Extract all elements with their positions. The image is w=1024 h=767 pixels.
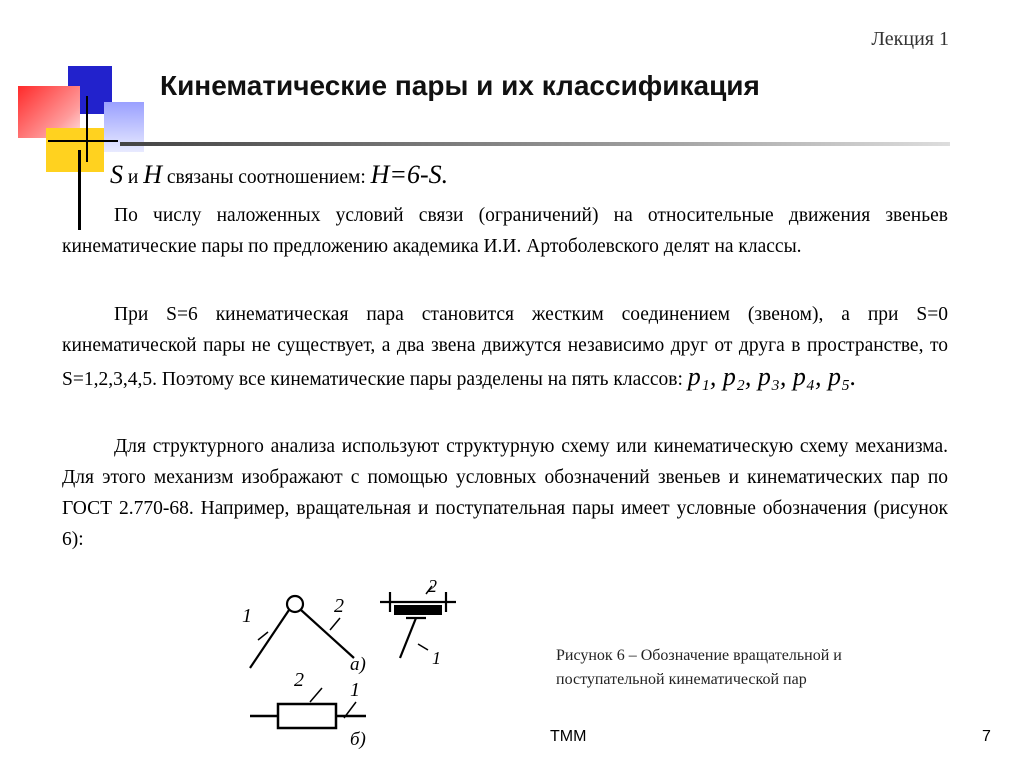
page-number: 7 <box>982 728 991 745</box>
title-divider <box>120 142 950 146</box>
relation-line <box>110 160 448 190</box>
label-a: а) <box>350 654 366 675</box>
paragraph-classes <box>62 299 948 395</box>
paragraph-structural-text: Для структурного анализа используют структурную схему или кинематическую схему механизма. Для этого механизм изображают с помощью условных обозначений звеньев и кинематических пар по ГОСТ 2.770-68. Например, вращательная и поступательная пары имеет условные обозначения (рисунок 6): <box>62 436 948 550</box>
paragraph-structural <box>62 431 948 555</box>
prismatic-pair-symbol <box>250 669 366 750</box>
figure-6-diagram <box>230 578 480 750</box>
footer-course: ТММ <box>550 728 587 745</box>
label-prismatic-alt-2: 2 <box>428 578 437 596</box>
label-revolute-1: 1 <box>242 605 252 627</box>
page-title: Кинематические пары и их классификация <box>160 70 760 101</box>
symbol-h: H <box>143 160 162 189</box>
label-prismatic-2: 2 <box>294 669 304 691</box>
deco-cross-vertical <box>86 96 88 162</box>
label-prismatic-alt-1: 1 <box>432 648 441 668</box>
lecture-label: Лекция 1 <box>871 28 949 50</box>
symbol-s: S <box>110 160 123 189</box>
label-b: б) <box>350 729 366 750</box>
label-revolute-2: 2 <box>334 595 344 617</box>
relation-text: связаны соотношением: <box>166 167 366 188</box>
word-and: и <box>127 167 139 188</box>
label-prismatic-1: 1 <box>350 679 360 701</box>
class-symbols: p₁, p₂, p₃, p₄, p₅. <box>687 362 857 391</box>
paragraph-classes-text: При S=6 кинематическая пара становится жестким соединением (звеном), а при S=0 кинематической пары не существует, а два звена движутся независимо друг от друга в пространстве, то S=1,2,3,4,5. Поэтому все кинематические пары разделены на пять классов: <box>62 304 948 390</box>
revolute-pair-symbol <box>242 595 366 675</box>
deco-yellow-square <box>46 128 104 172</box>
prismatic-pair-symbol-alt <box>380 578 456 668</box>
deco-cross-horizontal <box>48 140 118 142</box>
paragraph-classification-text: По числу наложенных условий связи (ограничений) на относительные движения звеньев кинематические пары по предложению академика И.И. Артоболевского делят на классы. <box>62 205 948 257</box>
paragraph-classification <box>62 200 948 262</box>
figure-caption: Рисунок 6 – Обозначение вращательной и поступательной кинематической пар <box>556 647 842 688</box>
relation-formula: H=6-S. <box>370 160 449 189</box>
